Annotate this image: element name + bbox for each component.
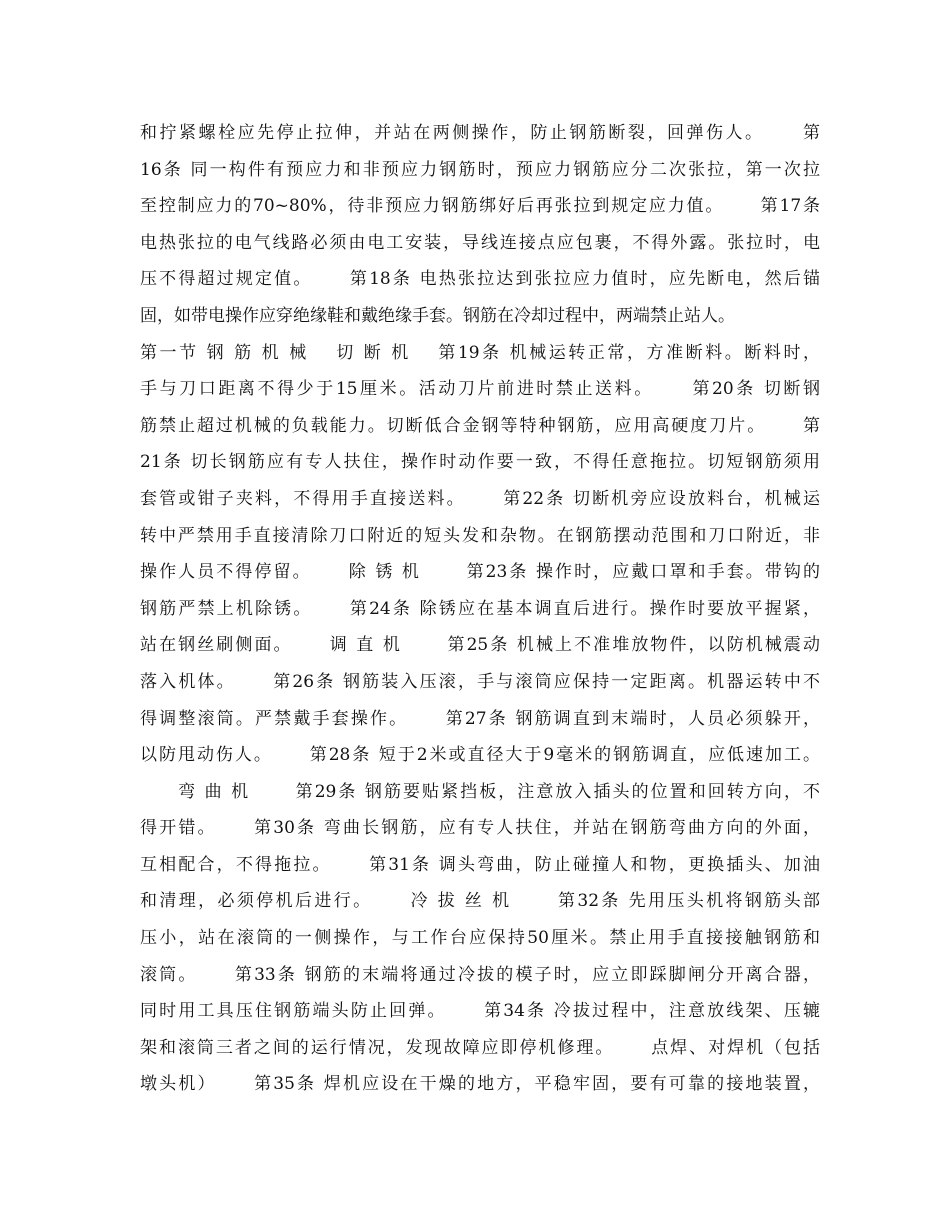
text-line: 互相配合，不得拖拉。 第31条 调头弯曲，防止碰撞人和物，更换插头、加油 <box>140 854 820 875</box>
text-line: 转中严禁用手直接清除刀口附近的短头发和杂物。在钢筋摆动范围和刀口附近，非 <box>140 525 820 546</box>
text-line: 压不得超过规定值。 第18条 电热张拉达到张拉应力值时，应先断电，然后锚 <box>140 269 820 290</box>
text-line: 架和滚筒三者之间的运行情况，发现故障应即停机修理。 点焊、对焊机（包括 <box>140 1037 820 1058</box>
text-line: 弯 曲 机 第29条 钢筋要贴紧挡板，注意放入插头的位置和回转方向，不 <box>140 781 820 802</box>
text-line: 至控制应力的70~80%，待非预应力钢筋绑好后再张拉到规定应力值。 第17条 <box>140 196 820 217</box>
text-line: 站在钢丝刷侧面。 调 直 机 第25条 机械上不准堆放物件，以防机械震动 <box>140 635 820 656</box>
text-line: 以防甩动伤人。 第28条 短于2米或直径大于9毫米的钢筋调直，应低速加工。 <box>140 745 820 766</box>
text-line: 第一节 钢 筋 机 械 切 断 机 第19条 机械运转正常，方准断料。断料时， <box>140 342 820 363</box>
text-line: 落入机体。 第26条 钢筋装入压滚，手与滚筒应保持一定距离。机器运转中不 <box>140 671 820 692</box>
text-line: 压小，站在滚筒的一侧操作，与工作台应保持50厘米。禁止用手直接接触钢筋和 <box>140 928 820 949</box>
text-line: 16条 同一构件有预应力和非预应力钢筋时，预应力钢筋应分二次张拉，第一次拉 <box>140 159 820 180</box>
text-line: 手与刀口距离不得少于15厘米。活动刀片前进时禁止送料。 第20条 切断钢 <box>140 379 820 400</box>
text-line: 电热张拉的电气线路必须由电工安装，导线连接点应包裹，不得外露。张拉时，电 <box>140 232 820 253</box>
text-line: 操作人员不得停留。 除 锈 机 第23条 操作时，应戴口罩和手套。带钩的 <box>140 562 820 583</box>
text-line: 和清理，必须停机后进行。 冷 拔 丝 机 第32条 先用压头机将钢筋头部 <box>140 891 820 912</box>
text-line: 固，如带电操作应穿绝缘鞋和戴绝缘手套。钢筋在冷却过程中，两端禁止站人。 <box>140 305 735 326</box>
text-line: 21条 切长钢筋应有专人扶住，操作时动作要一致，不得任意拖拉。切短钢筋须用 <box>140 452 820 473</box>
text-line: 滚筒。 第33条 钢筋的末端将通过冷拔的模子时，应立即踩脚闸分开离合器， <box>140 964 820 985</box>
text-line: 同时用工具压住钢筋端头防止回弹。 第34条 冷拔过程中，注意放线架、压辘 <box>140 1001 820 1022</box>
document-body <box>140 115 820 1103</box>
text-line: 得调整滚筒。严禁戴手套操作。 第27条 钢筋调直到末端时，人员必须躲开， <box>140 708 820 729</box>
text-line: 钢筋严禁上机除锈。 第24条 除锈应在基本调直后进行。操作时要放平握紧， <box>140 598 820 619</box>
text-line: 得开错。 第30条 弯曲长钢筋，应有专人扶住，并站在钢筋弯曲方向的外面， <box>140 818 820 839</box>
text-line: 套管或钳子夹料，不得用手直接送料。 第22条 切断机旁应设放料台，机械运 <box>140 488 820 509</box>
text-line: 和拧紧螺栓应先停止拉伸，并站在两侧操作，防止钢筋断裂，回弹伤人。 第 <box>140 123 820 143</box>
text-line: 墩头机） 第35条 焊机应设在干燥的地方，平稳牢固，要有可靠的接地装置， <box>140 1074 820 1095</box>
text-line: 筋禁止超过机械的负载能力。切断低合金钢等特种钢筋，应用高硬度刀片。 第 <box>140 415 820 436</box>
